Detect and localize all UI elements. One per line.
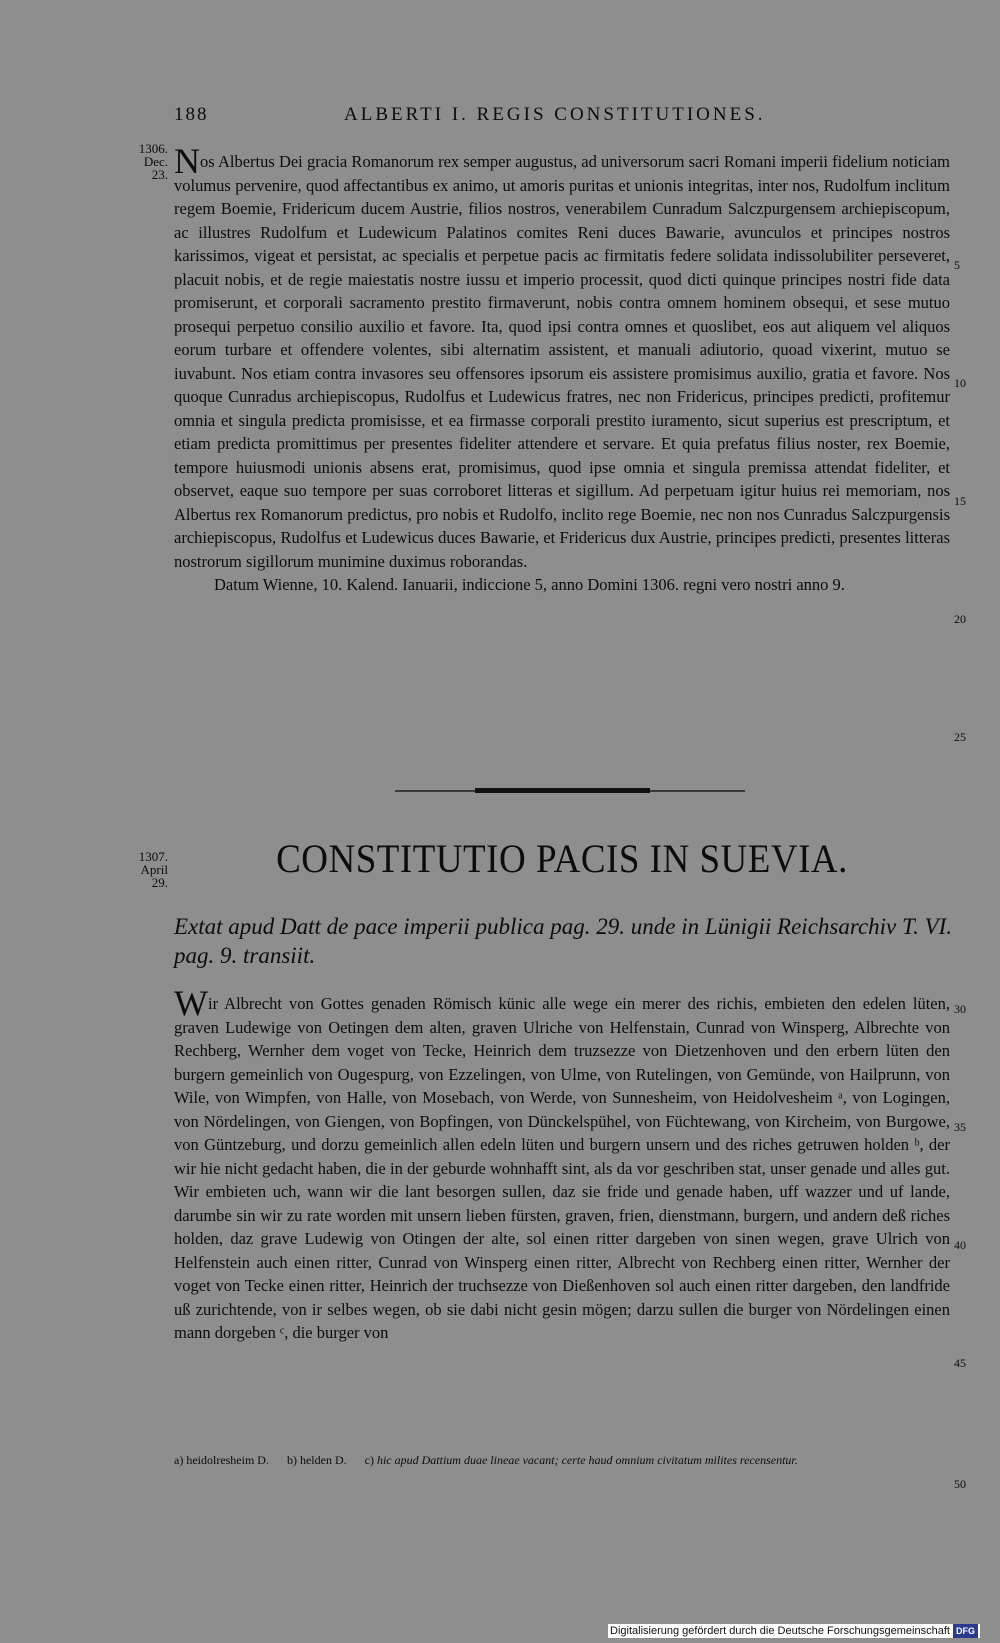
running-title: ALBERTI I. REGIS CONSTITUTIONES. <box>344 104 766 125</box>
dating-clause: Datum Wienne, 10. Kalend. Ianuarii, indiccione 5, anno Domini 1306. regni vero nostri anno 9. <box>214 575 845 594</box>
date-month: April <box>140 862 168 877</box>
line-number: 30 <box>954 1002 966 1016</box>
date-year: 1307. <box>138 849 168 864</box>
line-number: 10 <box>954 376 966 390</box>
paragraph-body: ir Albrecht von Gottes genaden Römisch künic alle wege ein merer des richis, embieten den edelen lüten, graven Ludewige von Oetingen dem alten, graven Ulriche von Helfenstain, Cunrad von Winsperg, Albrechte von Rechberg, Wernher dem voget von Tecke, Heinrich dem truzsezze von Dietzenhoven und den erbern lüten den burgern gemeinlich von Ougespurg, von Ezzelingen, von Ulme, von Rutelingen, von Gemünde, von Hailprunn, von Wile, von Wimpfen, von Halle, von Mosebach, von Werde, von Sunnesheim, von Heidolvesheim ᵃ, von Logingen, von Nördelingen, von Giengen, von Bopfingen, von Dünckelspühel, von Füchtewang, von Kircheim, von Burgowe, von Güntzeburg, und dorzu gemeinlich allen edeln lüten und burgern unsern und des riches getruwen holden ᵇ, der wir hie nicht gedacht haben, die in der geburde wohnhafft sint, als da vor geschriben stat, unser genade und alles gut. Wir embieten uch, wann wir die lant besorgen sullen, daz sie fride und genade haben, uff wazzer und uf lande, darumbe sin wir zu rate worden mit unsern lieben fürsten, graven, frien, dienstmann, burgern, und andern deß riches holden, daz grave Ludewig von Otingen der alte, sol einen ritter dargeben von sinen wegen, grave Ulrich von Helfenstein auch einen ritter, Cunrad von Winsperg einen ritter, Albrecht von Rechberg einen ritter, Wernher der voget von Tecke einen ritter, Heinrich der truchsezze von Dießenhoven sol auch einen ritter dargeben, den landfride uß zurichtende, von ir selbes wegen, ob sie dabi nicht gesin mögen; darzu sullen die burger von Nördelingen einen mann dorgeben ᶜ, die burger von <box>174 994 950 1342</box>
margin-date-2 <box>122 850 168 889</box>
paragraph-body: os Albertus Dei gracia Romanorum rex semper augustus, ad universorum sacri Romani imperii fidelium noticiam volumus pervenire, quod affectantibus ex animo, ut amoris puritas et unionis integritas, inter nos, Rudolfum inclitum regem Boemie, Fridericum ducem Austrie, filios nostros, venerabilem Cunradum Salczpurgensem archiepiscopum, ac illustres Rudolfum et Ludewicum Palatinos comites Reni duces Bawarie, avunculos et principes nostros karissimos, vigeat et persistat, ac specialis et perpetue pacis ac firmitatis federe solidata indissolubiliter perseveret, placuit nobis, et de regie maiestatis nostre iussu et imperio processit, quod dicti quinque principes nostri fide data promiserunt, et corporali sacramento prestito firmaverunt, nobis contra omnem hominem obsequi, et sese mutuo prosequi perpetuo consilio auxilio et favore. Ita, quod ipsi contra omnes et quoslibet, eos aut aliquem vel aliquos eorum turbare et offendere volentes, sibi alternatim assistent, et manuali adiutorio, quoad vixerint, mutuo se iuvabunt. Nos etiam contra invasores seu offensores ipsorum eis assistere promisimus auxilio, gratia et favore. Nos quoque Cunradus archiepiscopus, Rudolfus et Ludewicus fratres, nec non Fridericus, principes predicti, profitemur omnia et singula predicta promisisse, et ea firmasse corporali prestito iuramento, sicut superius est prescriptum, et etiam predicta promittimus per presentes fideliter attendere et servare. Et quia prefatus filius noster, rex Boemie, tempore huiusmodi unionis absens erat, promisimus, quod ipse omnia et singula premissa attendat fideliter, et observet, eaque suo tempore per suas corroboret litteras et sigillum. Ad perpetuam igitur huius rei memoriam, nos Albertus rex Romanorum predictus, pro nobis et Rudolfo, inclito rege Boemie, nec non nos Cunradus Salczpurgensis archiepiscopus, Rudolfus et Ludewicus duces Bawarie, et Fridericus dux Austrie, principes predicti, presentes litteras nostrorum sigillorum munimine duximus roborandas. <box>174 152 950 571</box>
line-number: 15 <box>954 494 966 508</box>
line-number: 25 <box>954 730 966 744</box>
date-year: 1306. <box>138 141 168 156</box>
charter-text-german <box>174 983 950 1345</box>
charter-paragraph <box>174 141 950 573</box>
section-title: CONSTITUTIO PACIS IN SUEVIA. <box>276 837 848 882</box>
line-number: 20 <box>954 612 966 626</box>
footnotes <box>174 1452 950 1469</box>
section-divider <box>395 790 745 792</box>
charter-paragraph <box>174 983 950 1345</box>
drop-capital: N <box>174 141 200 181</box>
line-number: 45 <box>954 1356 966 1370</box>
dfg-logo: DFG <box>953 1624 978 1638</box>
line-number: 40 <box>954 1238 966 1252</box>
digitization-credit <box>608 1624 980 1638</box>
date-day: 23. <box>151 167 168 182</box>
date-month: Dec. <box>143 154 168 169</box>
footnote-b: b) helden D. <box>286 1453 347 1467</box>
footnote-c-text: hic apud Dattium duae lineae vacant; certe haud omnium civitatum milites recensentur. <box>376 1453 798 1467</box>
line-number: 5 <box>954 258 960 272</box>
footnote-a: a) heidolresheim D. <box>174 1453 269 1467</box>
charter-text-latin <box>174 141 950 597</box>
date-day: 29. <box>151 875 168 890</box>
drop-capital: W <box>174 983 208 1023</box>
footnote-c-label: c) <box>364 1453 374 1467</box>
page-number: 188 <box>174 104 209 125</box>
margin-date-1 <box>122 142 168 181</box>
source-note: Extat apud Datt de pace imperii publica pag. 29. unde in Lünigii Reichsarchiv T. VI. pag. 9. transiit. <box>174 914 953 968</box>
credit-text: Digitalisierung gefördert durch die Deutsche Forschungsgemeinschaft <box>610 1625 950 1637</box>
line-number-50: 50 <box>954 1477 966 1491</box>
line-number: 35 <box>954 1120 966 1134</box>
